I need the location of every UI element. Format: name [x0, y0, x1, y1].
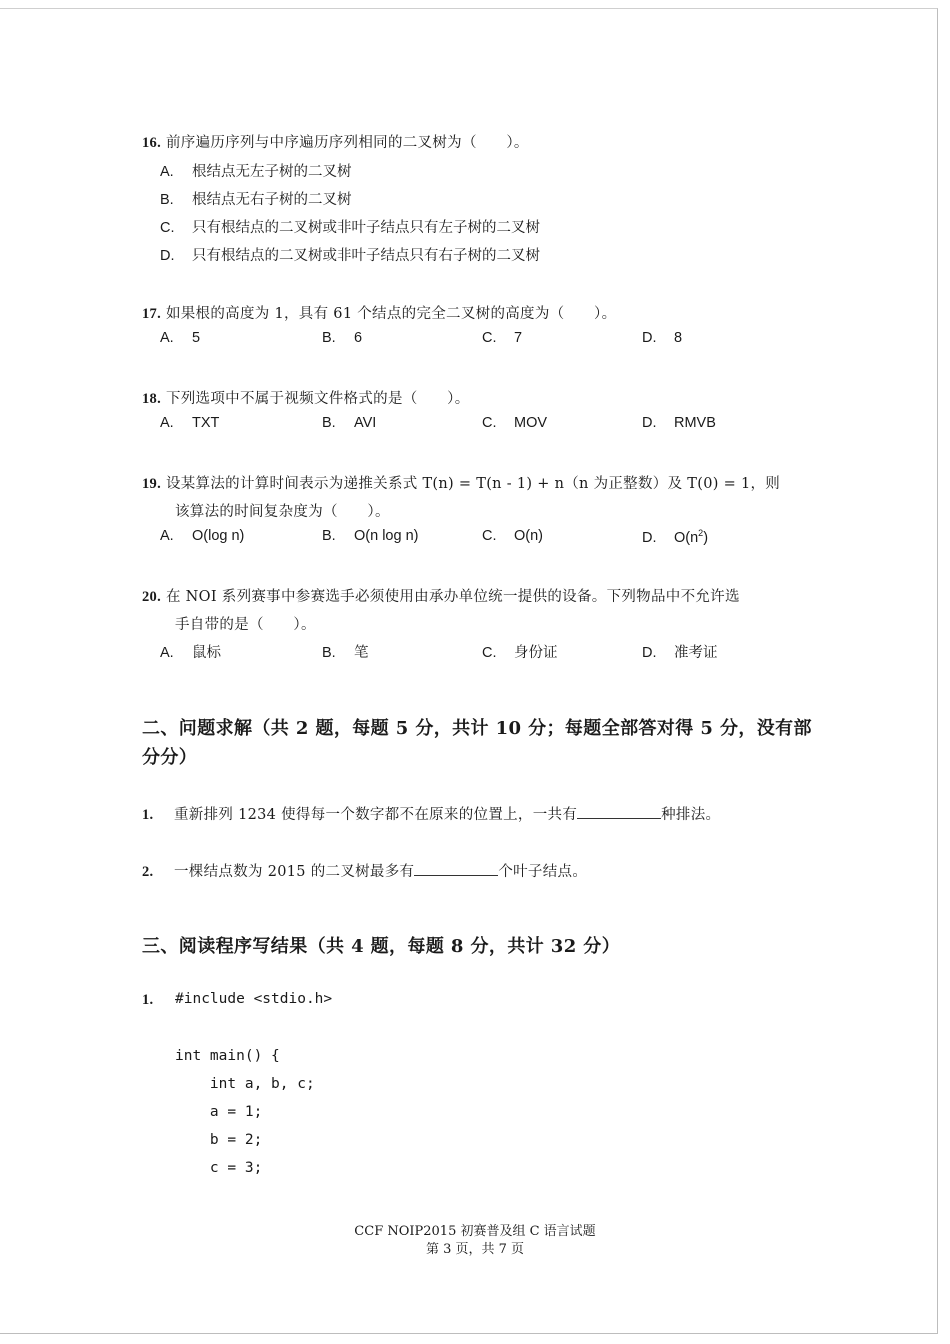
option-letter: D.: [160, 248, 175, 264]
question-20: [142, 585, 740, 606]
option-a: [160, 528, 244, 544]
question-number: 18.: [142, 391, 162, 407]
option-text: 只有根结点的二叉树或非叶子结点只有右子树的二叉树: [192, 248, 540, 264]
section-3-heading: 三、阅读程序写结果（共 4 题，每题 8 分，共计 32 分）: [142, 936, 621, 957]
option-text: MOV: [514, 415, 548, 431]
option-text: 根结点无右子树的二叉树: [192, 192, 352, 208]
question-text-after: 个叶子结点。: [498, 864, 588, 880]
page-number: 第 3 页，共 7 页: [425, 1242, 525, 1257]
fill-question-2: [142, 860, 587, 881]
question-17: [142, 302, 616, 323]
option-c: [160, 216, 540, 237]
option-text: 7: [514, 330, 523, 346]
option-text: 8: [674, 330, 683, 346]
option-letter: D.: [642, 645, 657, 661]
option-letter: B.: [322, 528, 336, 544]
option-text: 6: [354, 330, 363, 346]
question-number: 1.: [142, 807, 154, 823]
option-letter: C.: [160, 220, 175, 236]
option-d: [642, 330, 682, 346]
question-text: 如果根的高度为 1，具有 61 个结点的完全二叉树的高度为（ ）。: [165, 306, 617, 322]
code-line: #include <stdio.h>: [175, 991, 333, 1007]
option-letter: A.: [160, 415, 174, 431]
option-a: [160, 160, 352, 181]
option-letter: A.: [160, 645, 174, 661]
option-b: [160, 188, 352, 209]
option-text: RMVB: [674, 415, 716, 431]
option-d: [642, 641, 718, 662]
option-b: [322, 528, 418, 544]
option-letter: D.: [642, 415, 657, 431]
option-d: [160, 244, 540, 265]
option-a: [160, 641, 221, 662]
option-text: 鼠标: [192, 645, 221, 661]
page-border: [0, 8, 938, 1334]
option-text: 只有根结点的二叉树或非叶子结点只有左子树的二叉树: [192, 220, 540, 236]
section-2-heading: 二、问题求解（共 2 题，每题 5 分，共计 10 分；每题全部答对得 5 分，没有部: [142, 718, 812, 739]
question-text: 重新排列 1234 使得每一个数字都不在原来的位置上，一共有: [174, 807, 578, 823]
option-c: [482, 641, 558, 662]
option-a: [160, 330, 200, 346]
question-text: 下列选项中不属于视频文件格式的是（ ）。: [165, 391, 470, 407]
code-line: int a, b, c;: [175, 1076, 315, 1092]
option-letter: B.: [322, 415, 336, 431]
option-text: O(n: [674, 529, 699, 546]
superscript: 2: [698, 528, 704, 538]
option-a: [160, 415, 219, 431]
section-2-heading-continued: 分分）: [142, 747, 198, 768]
option-c: [482, 528, 543, 544]
option-text-tail: ): [703, 529, 709, 546]
option-b: [322, 641, 369, 662]
question-16: [142, 131, 529, 152]
option-letter: B.: [322, 330, 336, 346]
option-text: O(n): [514, 528, 543, 544]
option-d: [642, 528, 708, 546]
code-line: b = 2;: [175, 1132, 263, 1148]
option-letter: C.: [482, 330, 497, 346]
question-text: 一棵结点数为 2015 的二叉树最多有: [174, 864, 415, 880]
option-text: TXT: [192, 415, 220, 431]
option-b: [322, 415, 376, 431]
option-b: [322, 330, 362, 346]
answer-blank[interactable]: [414, 861, 498, 876]
option-letter: C.: [482, 645, 497, 661]
option-text: 身份证: [514, 645, 558, 661]
option-text: 5: [192, 330, 201, 346]
option-letter: C.: [482, 415, 497, 431]
question-text: 前序遍历序列与中序遍历序列相同的二叉树为（ ）。: [165, 135, 529, 151]
code-line: a = 1;: [175, 1104, 263, 1120]
option-letter: B.: [322, 645, 336, 661]
option-letter: A.: [160, 528, 174, 544]
question-19: [142, 472, 780, 493]
program-1-number: 1.: [142, 992, 154, 1008]
question-text: 设某算法的计算时间表示为递推关系式 T(n) = T(n - 1) + n（n 为正整数）及 T(0) = 1，则: [165, 476, 781, 492]
question-text-after: 种排法。: [661, 807, 721, 823]
page-footer-title: CCF NOIP2015 初赛普及组 C 语言试题: [354, 1224, 596, 1239]
question-18: [142, 387, 470, 408]
option-letter: B.: [160, 192, 174, 208]
question-number: 17.: [142, 306, 162, 322]
question-number: 20.: [142, 589, 162, 605]
option-text: 笔: [354, 645, 369, 661]
question-19-continued: 该算法的时间复杂度为（ ）。: [175, 504, 390, 520]
option-letter: A.: [160, 330, 174, 346]
question-number: 16.: [142, 135, 162, 151]
question-number: 2.: [142, 864, 154, 880]
option-text: O(log n): [192, 528, 245, 544]
option-c: [482, 330, 522, 346]
option-d: [642, 415, 716, 431]
code-line: c = 3;: [175, 1160, 263, 1176]
fill-question-1: [142, 803, 720, 824]
option-c: [482, 415, 547, 431]
code-line: int main() {: [175, 1048, 280, 1064]
question-number: 19.: [142, 476, 162, 492]
option-letter: C.: [482, 528, 497, 544]
option-text: 准考证: [674, 645, 718, 661]
option-text: 根结点无左子树的二叉树: [192, 164, 352, 180]
question-text: 在 NOI 系列赛事中参赛选手必须使用由承办单位统一提供的设备。下列物品中不允许选: [165, 589, 740, 605]
option-letter: A.: [160, 164, 174, 180]
answer-blank[interactable]: [577, 804, 661, 819]
option-text: O(n log n): [354, 528, 419, 544]
option-text: AVI: [354, 415, 377, 431]
option-letter: D.: [642, 330, 657, 346]
option-letter: D.: [642, 529, 657, 546]
question-20-continued: 手自带的是（ ）。: [175, 617, 316, 633]
